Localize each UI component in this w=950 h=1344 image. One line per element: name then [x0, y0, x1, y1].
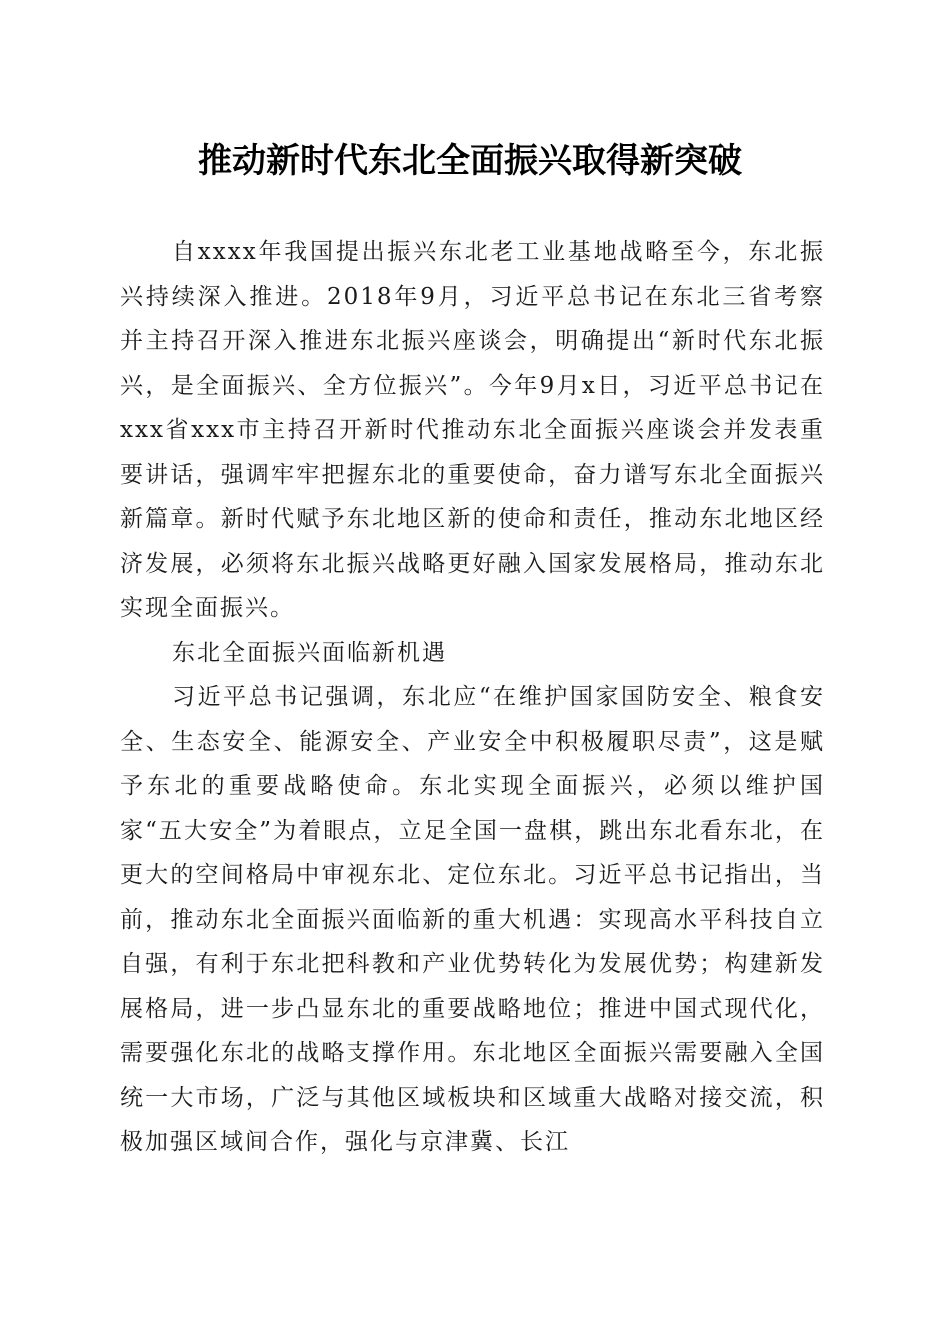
document-title: 推动新时代东北全面振兴取得新突破 [198, 141, 742, 181]
document-body [120, 230, 825, 1165]
section-heading: 东北全面振兴面临新机遇 [172, 639, 447, 666]
paragraph-intro: 自xxxx年我国提出振兴东北老工业基地战略至今，东北振兴持续深入推进。2018年9月，习近平总书记在东北三省考察并主持召开深入推进东北振兴座谈会，明确提出“新时代东北振兴，是全面振兴、全方位振兴”。今年9月x日，习近平总书记在xxx省xxx市主持召开新时代推动东北全面振兴座谈会并发表重要讲话，强调牢牢把握东北的重要使命，奋力谱写东北全面振兴新篇章。新时代赋予东北地区新的使命和责任，推动东北地区经济发展，必须将东北振兴战略更好融入国家发展格局，推动东北实现全面振兴。 [120, 239, 825, 621]
paragraph-opportunities: 习近平总书记强调，东北应“在维护国家国防安全、粮食安全、生态安全、能源安全、产业安全中积极履职尽责”，这是赋予东北的重要战略使命。东北实现全面振兴，必须以维护国家“五大安全”为着眼点，立足全国一盘棋，跳出东北看东北，在更大的空间格局中审视东北、定位东北。习近平总书记指出，当前，推动东北全面振兴面临新的重大机遇：实现高水平科技自立自强，有利于东北把科教和产业优势转化为发展优势；构建新发展格局，进一步凸显东北的重要战略地位；推进中国式现代化，需要强化东北的战略支撑作用。东北地区全面振兴需要融入全国统一大市场，广泛与其他区域板块和区域重大战略对接交流，积极加强区域间合作，强化与京津冀、长江 [120, 684, 825, 1155]
